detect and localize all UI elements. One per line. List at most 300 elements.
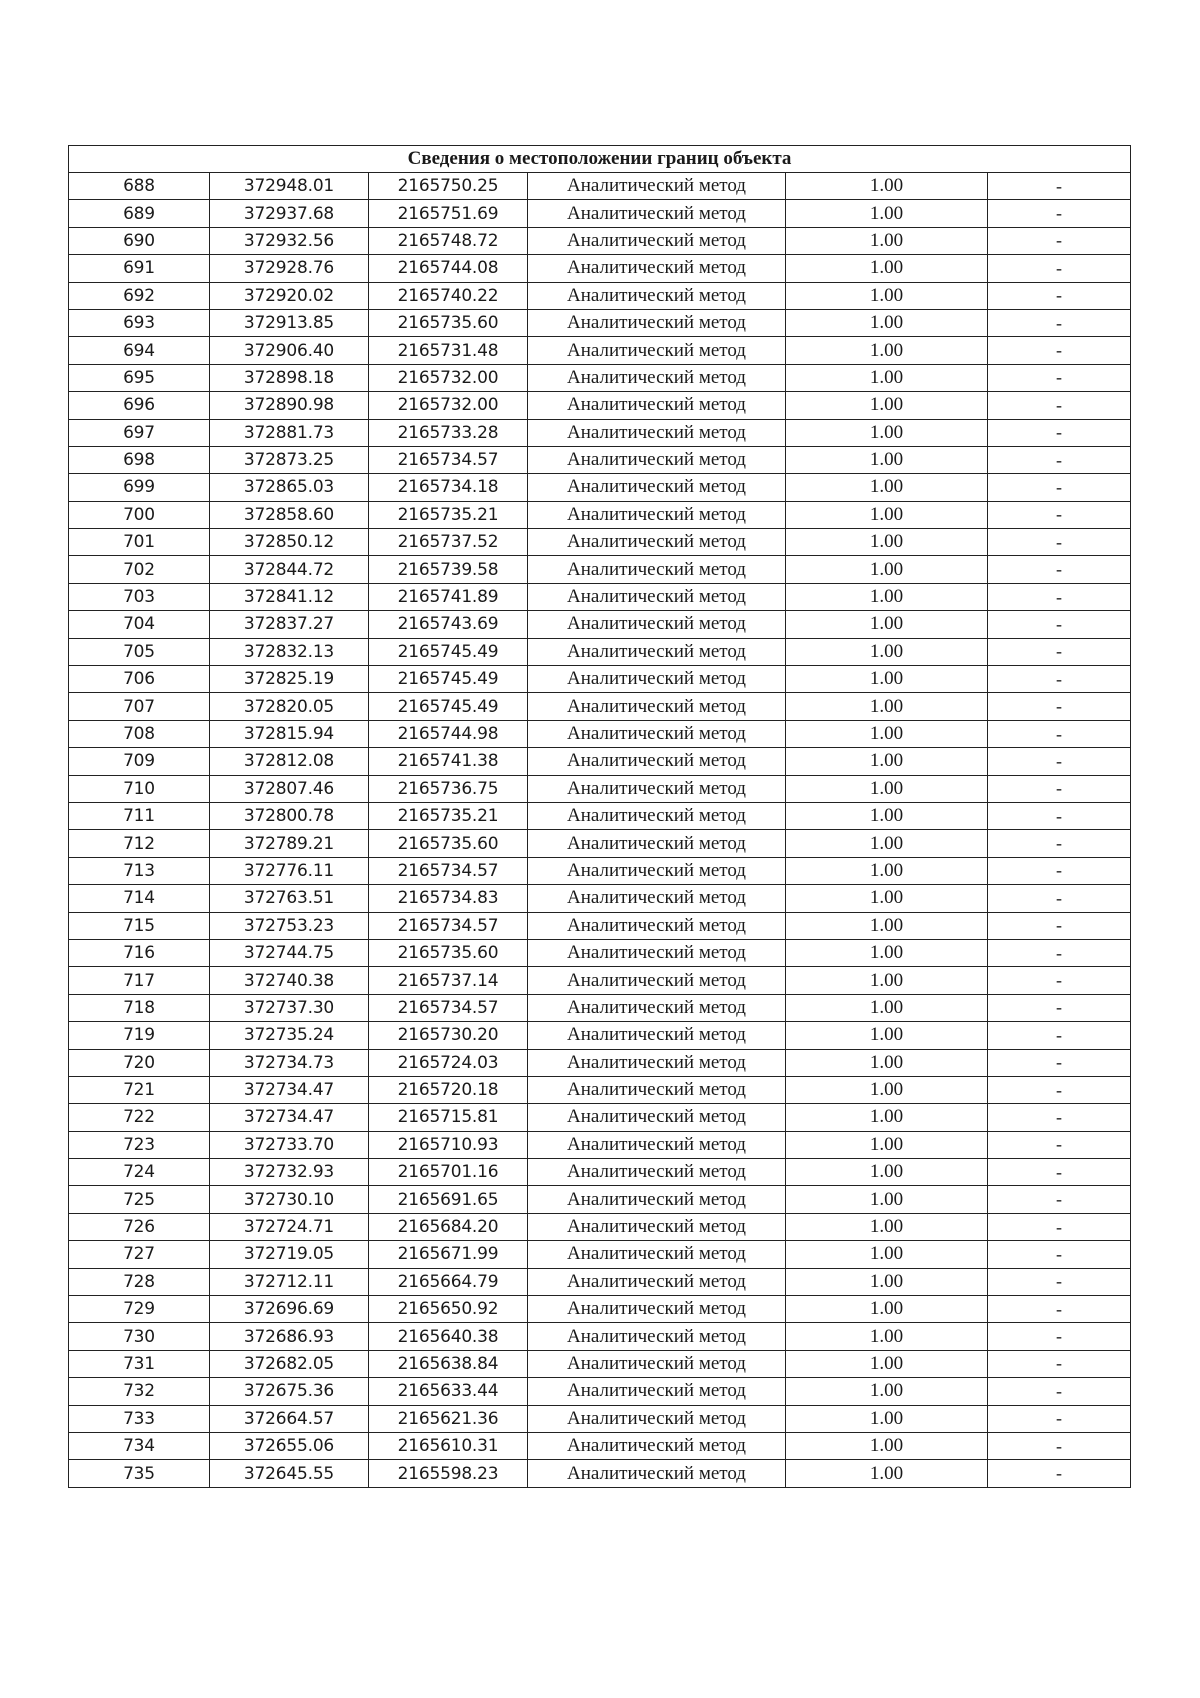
point-number-cell: 724	[69, 1159, 210, 1186]
table-row	[69, 885, 1131, 912]
y-coordinate-cell: 2165741.38	[369, 748, 528, 775]
method-cell: Аналитический метод	[528, 1268, 786, 1295]
table-row	[69, 775, 1131, 802]
table-row	[69, 802, 1131, 829]
y-coordinate-cell: 2165734.18	[369, 474, 528, 501]
table-header-row	[69, 146, 1131, 173]
x-coordinate-cell: 372735.24	[210, 1022, 369, 1049]
note-cell: -	[988, 1159, 1131, 1186]
y-coordinate-cell: 2165745.49	[369, 638, 528, 665]
accuracy-cell: 1.00	[786, 994, 988, 1021]
point-number-cell: 727	[69, 1241, 210, 1268]
x-coordinate-cell: 372732.93	[210, 1159, 369, 1186]
x-coordinate-cell: 372734.47	[210, 1076, 369, 1103]
method-cell: Аналитический метод	[528, 1405, 786, 1432]
table-row	[69, 939, 1131, 966]
note-cell: -	[988, 611, 1131, 638]
accuracy-cell: 1.00	[786, 474, 988, 501]
method-cell: Аналитический метод	[528, 309, 786, 336]
table-row	[69, 666, 1131, 693]
note-cell: -	[988, 638, 1131, 665]
table-row	[69, 1460, 1131, 1487]
y-coordinate-cell: 2165610.31	[369, 1432, 528, 1459]
accuracy-cell: 1.00	[786, 529, 988, 556]
method-cell: Аналитический метод	[528, 1076, 786, 1103]
point-number-cell: 707	[69, 693, 210, 720]
note-cell: -	[988, 1213, 1131, 1240]
method-cell: Аналитический метод	[528, 994, 786, 1021]
y-coordinate-cell: 2165740.22	[369, 282, 528, 309]
y-coordinate-cell: 2165735.60	[369, 939, 528, 966]
table-row	[69, 912, 1131, 939]
table-row	[69, 994, 1131, 1021]
point-number-cell: 722	[69, 1104, 210, 1131]
x-coordinate-cell: 372928.76	[210, 255, 369, 282]
method-cell: Аналитический метод	[528, 1350, 786, 1377]
accuracy-cell: 1.00	[786, 1432, 988, 1459]
x-coordinate-cell: 372825.19	[210, 666, 369, 693]
note-cell: -	[988, 1241, 1131, 1268]
table-row	[69, 1186, 1131, 1213]
table-row	[69, 419, 1131, 446]
point-number-cell: 734	[69, 1432, 210, 1459]
method-cell: Аналитический метод	[528, 419, 786, 446]
y-coordinate-cell: 2165734.57	[369, 446, 528, 473]
accuracy-cell: 1.00	[786, 364, 988, 391]
x-coordinate-cell: 372776.11	[210, 857, 369, 884]
accuracy-cell: 1.00	[786, 693, 988, 720]
method-cell: Аналитический метод	[528, 1213, 786, 1240]
accuracy-cell: 1.00	[786, 1213, 988, 1240]
note-cell: -	[988, 967, 1131, 994]
table-row	[69, 1432, 1131, 1459]
note-cell: -	[988, 666, 1131, 693]
table-row	[69, 1241, 1131, 1268]
y-coordinate-cell: 2165671.99	[369, 1241, 528, 1268]
accuracy-cell: 1.00	[786, 1186, 988, 1213]
accuracy-cell: 1.00	[786, 720, 988, 747]
accuracy-cell: 1.00	[786, 1378, 988, 1405]
accuracy-cell: 1.00	[786, 857, 988, 884]
point-number-cell: 698	[69, 446, 210, 473]
point-number-cell: 713	[69, 857, 210, 884]
y-coordinate-cell: 2165710.93	[369, 1131, 528, 1158]
point-number-cell: 730	[69, 1323, 210, 1350]
table-row	[69, 1076, 1131, 1103]
x-coordinate-cell: 372948.01	[210, 173, 369, 200]
table-row	[69, 583, 1131, 610]
y-coordinate-cell: 2165640.38	[369, 1323, 528, 1350]
accuracy-cell: 1.00	[786, 939, 988, 966]
y-coordinate-cell: 2165736.75	[369, 775, 528, 802]
x-coordinate-cell: 372744.75	[210, 939, 369, 966]
note-cell: -	[988, 392, 1131, 419]
method-cell: Аналитический метод	[528, 857, 786, 884]
table-row	[69, 227, 1131, 254]
method-cell: Аналитический метод	[528, 830, 786, 857]
y-coordinate-cell: 2165735.21	[369, 501, 528, 528]
x-coordinate-cell: 372753.23	[210, 912, 369, 939]
accuracy-cell: 1.00	[786, 1159, 988, 1186]
note-cell: -	[988, 173, 1131, 200]
note-cell: -	[988, 419, 1131, 446]
point-number-cell: 729	[69, 1296, 210, 1323]
point-number-cell: 712	[69, 830, 210, 857]
point-number-cell: 733	[69, 1405, 210, 1432]
point-number-cell: 711	[69, 802, 210, 829]
y-coordinate-cell: 2165734.83	[369, 885, 528, 912]
point-number-cell: 702	[69, 556, 210, 583]
table-row	[69, 1350, 1131, 1377]
method-cell: Аналитический метод	[528, 255, 786, 282]
note-cell: -	[988, 255, 1131, 282]
point-number-cell: 725	[69, 1186, 210, 1213]
note-cell: -	[988, 200, 1131, 227]
accuracy-cell: 1.00	[786, 885, 988, 912]
point-number-cell: 708	[69, 720, 210, 747]
table-row	[69, 474, 1131, 501]
y-coordinate-cell: 2165741.89	[369, 583, 528, 610]
y-coordinate-cell: 2165724.03	[369, 1049, 528, 1076]
method-cell: Аналитический метод	[528, 720, 786, 747]
point-number-cell: 732	[69, 1378, 210, 1405]
note-cell: -	[988, 1186, 1131, 1213]
point-number-cell: 728	[69, 1268, 210, 1295]
y-coordinate-cell: 2165720.18	[369, 1076, 528, 1103]
note-cell: -	[988, 693, 1131, 720]
point-number-cell: 695	[69, 364, 210, 391]
table-row	[69, 1022, 1131, 1049]
x-coordinate-cell: 372734.73	[210, 1049, 369, 1076]
note-cell: -	[988, 1131, 1131, 1158]
accuracy-cell: 1.00	[786, 1076, 988, 1103]
y-coordinate-cell: 2165744.08	[369, 255, 528, 282]
x-coordinate-cell: 372712.11	[210, 1268, 369, 1295]
method-cell: Аналитический метод	[528, 1378, 786, 1405]
table-row	[69, 446, 1131, 473]
method-cell: Аналитический метод	[528, 556, 786, 583]
y-coordinate-cell: 2165731.48	[369, 337, 528, 364]
point-number-cell: 709	[69, 748, 210, 775]
method-cell: Аналитический метод	[528, 693, 786, 720]
table-row	[69, 1131, 1131, 1158]
note-cell: -	[988, 337, 1131, 364]
point-number-cell: 699	[69, 474, 210, 501]
accuracy-cell: 1.00	[786, 501, 988, 528]
point-number-cell: 703	[69, 583, 210, 610]
point-number-cell: 735	[69, 1460, 210, 1487]
point-number-cell: 731	[69, 1350, 210, 1377]
note-cell: -	[988, 309, 1131, 336]
point-number-cell: 701	[69, 529, 210, 556]
table-body	[69, 173, 1131, 1488]
table-row	[69, 282, 1131, 309]
table-row	[69, 556, 1131, 583]
x-coordinate-cell: 372789.21	[210, 830, 369, 857]
method-cell: Аналитический метод	[528, 1022, 786, 1049]
note-cell: -	[988, 364, 1131, 391]
y-coordinate-cell: 2165745.49	[369, 693, 528, 720]
x-coordinate-cell: 372844.72	[210, 556, 369, 583]
note-cell: -	[988, 1049, 1131, 1076]
method-cell: Аналитический метод	[528, 501, 786, 528]
method-cell: Аналитический метод	[528, 1131, 786, 1158]
accuracy-cell: 1.00	[786, 446, 988, 473]
method-cell: Аналитический метод	[528, 1460, 786, 1487]
point-number-cell: 726	[69, 1213, 210, 1240]
y-coordinate-cell: 2165748.72	[369, 227, 528, 254]
x-coordinate-cell: 372763.51	[210, 885, 369, 912]
accuracy-cell: 1.00	[786, 830, 988, 857]
accuracy-cell: 1.00	[786, 1296, 988, 1323]
note-cell: -	[988, 1323, 1131, 1350]
method-cell: Аналитический метод	[528, 200, 786, 227]
x-coordinate-cell: 372865.03	[210, 474, 369, 501]
method-cell: Аналитический метод	[528, 666, 786, 693]
method-cell: Аналитический метод	[528, 611, 786, 638]
accuracy-cell: 1.00	[786, 173, 988, 200]
point-number-cell: 719	[69, 1022, 210, 1049]
table-row	[69, 1159, 1131, 1186]
y-coordinate-cell: 2165744.98	[369, 720, 528, 747]
note-cell: -	[988, 1460, 1131, 1487]
method-cell: Аналитический метод	[528, 885, 786, 912]
method-cell: Аналитический метод	[528, 1296, 786, 1323]
x-coordinate-cell: 372719.05	[210, 1241, 369, 1268]
method-cell: Аналитический метод	[528, 1159, 786, 1186]
y-coordinate-cell: 2165664.79	[369, 1268, 528, 1295]
note-cell: -	[988, 857, 1131, 884]
x-coordinate-cell: 372881.73	[210, 419, 369, 446]
accuracy-cell: 1.00	[786, 337, 988, 364]
point-number-cell: 691	[69, 255, 210, 282]
accuracy-cell: 1.00	[786, 392, 988, 419]
point-number-cell: 723	[69, 1131, 210, 1158]
table-row	[69, 309, 1131, 336]
note-cell: -	[988, 1432, 1131, 1459]
method-cell: Аналитический метод	[528, 474, 786, 501]
y-coordinate-cell: 2165737.52	[369, 529, 528, 556]
point-number-cell: 697	[69, 419, 210, 446]
x-coordinate-cell: 372837.27	[210, 611, 369, 638]
y-coordinate-cell: 2165737.14	[369, 967, 528, 994]
y-coordinate-cell: 2165751.69	[369, 200, 528, 227]
accuracy-cell: 1.00	[786, 309, 988, 336]
accuracy-cell: 1.00	[786, 556, 988, 583]
note-cell: -	[988, 1268, 1131, 1295]
note-cell: -	[988, 529, 1131, 556]
point-number-cell: 717	[69, 967, 210, 994]
table-row	[69, 200, 1131, 227]
y-coordinate-cell: 2165691.65	[369, 1186, 528, 1213]
table-row	[69, 693, 1131, 720]
table-row	[69, 748, 1131, 775]
note-cell: -	[988, 802, 1131, 829]
x-coordinate-cell: 372686.93	[210, 1323, 369, 1350]
accuracy-cell: 1.00	[786, 1460, 988, 1487]
note-cell: -	[988, 446, 1131, 473]
x-coordinate-cell: 372812.08	[210, 748, 369, 775]
accuracy-cell: 1.00	[786, 200, 988, 227]
x-coordinate-cell: 372913.85	[210, 309, 369, 336]
y-coordinate-cell: 2165734.57	[369, 912, 528, 939]
method-cell: Аналитический метод	[528, 939, 786, 966]
table-row	[69, 173, 1131, 200]
y-coordinate-cell: 2165733.28	[369, 419, 528, 446]
table-row	[69, 857, 1131, 884]
point-number-cell: 706	[69, 666, 210, 693]
method-cell: Аналитический метод	[528, 364, 786, 391]
x-coordinate-cell: 372850.12	[210, 529, 369, 556]
method-cell: Аналитический метод	[528, 446, 786, 473]
table-row	[69, 720, 1131, 747]
accuracy-cell: 1.00	[786, 1350, 988, 1377]
x-coordinate-cell: 372932.56	[210, 227, 369, 254]
table-row	[69, 1268, 1131, 1295]
note-cell: -	[988, 994, 1131, 1021]
table-row	[69, 1378, 1131, 1405]
point-number-cell: 705	[69, 638, 210, 665]
x-coordinate-cell: 372696.69	[210, 1296, 369, 1323]
note-cell: -	[988, 720, 1131, 747]
method-cell: Аналитический метод	[528, 912, 786, 939]
accuracy-cell: 1.00	[786, 583, 988, 610]
y-coordinate-cell: 2165633.44	[369, 1378, 528, 1405]
x-coordinate-cell: 372920.02	[210, 282, 369, 309]
x-coordinate-cell: 372906.40	[210, 337, 369, 364]
x-coordinate-cell: 372815.94	[210, 720, 369, 747]
note-cell: -	[988, 474, 1131, 501]
method-cell: Аналитический метод	[528, 173, 786, 200]
note-cell: -	[988, 830, 1131, 857]
accuracy-cell: 1.00	[786, 1104, 988, 1131]
table-row	[69, 1323, 1131, 1350]
y-coordinate-cell: 2165732.00	[369, 392, 528, 419]
point-number-cell: 692	[69, 282, 210, 309]
note-cell: -	[988, 939, 1131, 966]
method-cell: Аналитический метод	[528, 1049, 786, 1076]
table-row	[69, 1104, 1131, 1131]
table-row	[69, 1213, 1131, 1240]
point-number-cell: 718	[69, 994, 210, 1021]
note-cell: -	[988, 748, 1131, 775]
y-coordinate-cell: 2165621.36	[369, 1405, 528, 1432]
y-coordinate-cell: 2165684.20	[369, 1213, 528, 1240]
point-number-cell: 716	[69, 939, 210, 966]
note-cell: -	[988, 885, 1131, 912]
note-cell: -	[988, 282, 1131, 309]
note-cell: -	[988, 1378, 1131, 1405]
table-row	[69, 529, 1131, 556]
note-cell: -	[988, 775, 1131, 802]
accuracy-cell: 1.00	[786, 611, 988, 638]
point-number-cell: 721	[69, 1076, 210, 1103]
y-coordinate-cell: 2165743.69	[369, 611, 528, 638]
method-cell: Аналитический метод	[528, 1241, 786, 1268]
x-coordinate-cell: 372655.06	[210, 1432, 369, 1459]
point-number-cell: 715	[69, 912, 210, 939]
y-coordinate-cell: 2165735.60	[369, 309, 528, 336]
table-title: Сведения о местоположении границ объекта	[69, 146, 1131, 173]
x-coordinate-cell: 372645.55	[210, 1460, 369, 1487]
table-row	[69, 1296, 1131, 1323]
table-row	[69, 611, 1131, 638]
point-number-cell: 694	[69, 337, 210, 364]
method-cell: Аналитический метод	[528, 802, 786, 829]
boundary-coordinates-table	[68, 145, 1131, 1488]
accuracy-cell: 1.00	[786, 255, 988, 282]
method-cell: Аналитический метод	[528, 638, 786, 665]
method-cell: Аналитический метод	[528, 967, 786, 994]
x-coordinate-cell: 372873.25	[210, 446, 369, 473]
y-coordinate-cell: 2165701.16	[369, 1159, 528, 1186]
note-cell: -	[988, 1076, 1131, 1103]
accuracy-cell: 1.00	[786, 1241, 988, 1268]
y-coordinate-cell: 2165739.58	[369, 556, 528, 583]
accuracy-cell: 1.00	[786, 912, 988, 939]
note-cell: -	[988, 501, 1131, 528]
y-coordinate-cell: 2165750.25	[369, 173, 528, 200]
x-coordinate-cell: 372733.70	[210, 1131, 369, 1158]
x-coordinate-cell: 372858.60	[210, 501, 369, 528]
x-coordinate-cell: 372841.12	[210, 583, 369, 610]
note-cell: -	[988, 1296, 1131, 1323]
note-cell: -	[988, 583, 1131, 610]
x-coordinate-cell: 372737.30	[210, 994, 369, 1021]
accuracy-cell: 1.00	[786, 1268, 988, 1295]
accuracy-cell: 1.00	[786, 1022, 988, 1049]
y-coordinate-cell: 2165715.81	[369, 1104, 528, 1131]
accuracy-cell: 1.00	[786, 1405, 988, 1432]
y-coordinate-cell: 2165732.00	[369, 364, 528, 391]
accuracy-cell: 1.00	[786, 1323, 988, 1350]
point-number-cell: 714	[69, 885, 210, 912]
x-coordinate-cell: 372800.78	[210, 802, 369, 829]
x-coordinate-cell: 372820.05	[210, 693, 369, 720]
x-coordinate-cell: 372730.10	[210, 1186, 369, 1213]
accuracy-cell: 1.00	[786, 419, 988, 446]
table-row	[69, 337, 1131, 364]
method-cell: Аналитический метод	[528, 775, 786, 802]
method-cell: Аналитический метод	[528, 282, 786, 309]
y-coordinate-cell: 2165598.23	[369, 1460, 528, 1487]
x-coordinate-cell: 372682.05	[210, 1350, 369, 1377]
table-row	[69, 1049, 1131, 1076]
y-coordinate-cell: 2165650.92	[369, 1296, 528, 1323]
method-cell: Аналитический метод	[528, 1186, 786, 1213]
note-cell: -	[988, 1350, 1131, 1377]
table-row	[69, 638, 1131, 665]
x-coordinate-cell: 372937.68	[210, 200, 369, 227]
method-cell: Аналитический метод	[528, 392, 786, 419]
note-cell: -	[988, 556, 1131, 583]
point-number-cell: 704	[69, 611, 210, 638]
y-coordinate-cell: 2165734.57	[369, 994, 528, 1021]
accuracy-cell: 1.00	[786, 1049, 988, 1076]
note-cell: -	[988, 1022, 1131, 1049]
y-coordinate-cell: 2165730.20	[369, 1022, 528, 1049]
point-number-cell: 688	[69, 173, 210, 200]
table-row	[69, 364, 1131, 391]
point-number-cell: 700	[69, 501, 210, 528]
x-coordinate-cell: 372734.47	[210, 1104, 369, 1131]
point-number-cell: 720	[69, 1049, 210, 1076]
method-cell: Аналитический метод	[528, 1104, 786, 1131]
table-row	[69, 967, 1131, 994]
point-number-cell: 710	[69, 775, 210, 802]
method-cell: Аналитический метод	[528, 337, 786, 364]
method-cell: Аналитический метод	[528, 1432, 786, 1459]
